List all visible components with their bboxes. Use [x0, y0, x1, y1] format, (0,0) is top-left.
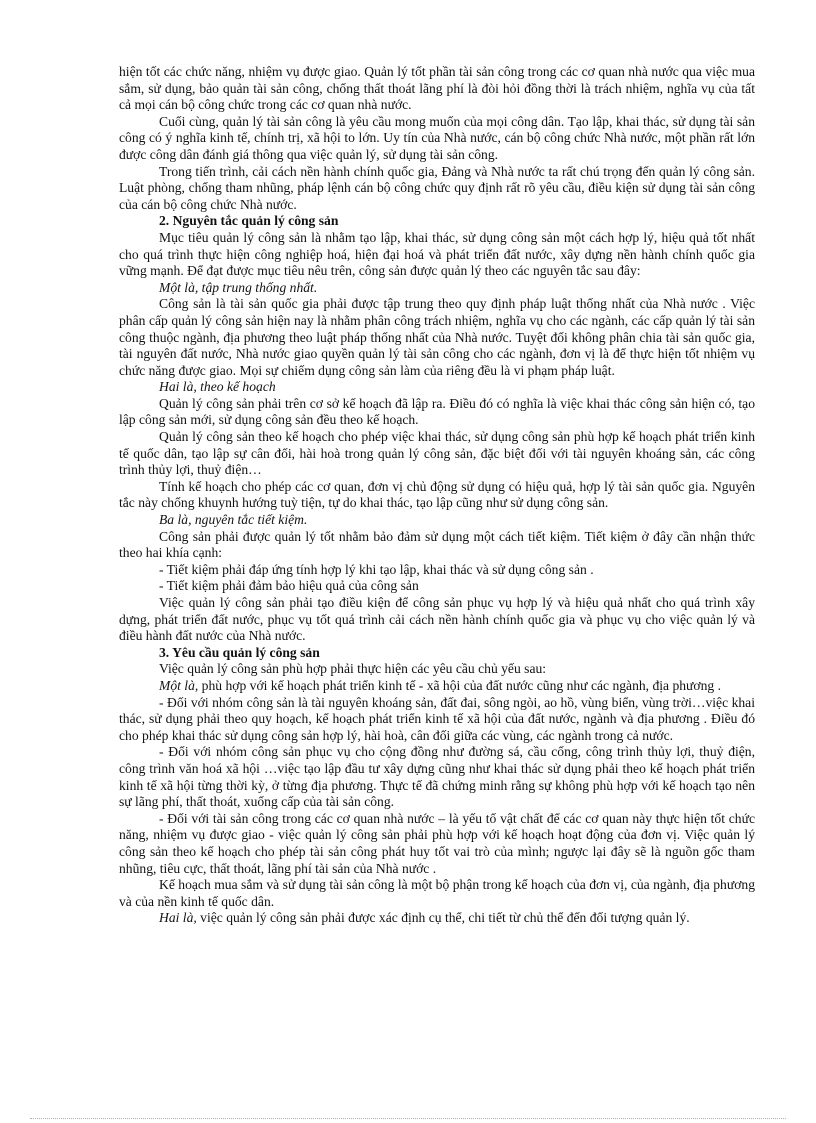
bullet-resources: - Đối với nhóm công sản là tài nguyên khoáng sản, đất đai, sông ngòi, ao hồ, vùng biển, vùng trời…việc khai thác, sử dụng phải theo quy hoạch, kế hoạch phát triển kinh tế xã hội của đất nước, ngành và địa phương . Điều đó cho phép khai thác sử dụng công sản hợp lý, hài hoà, cân đối giữa các vùng, các ngành trong cả nước.	[119, 694, 755, 743]
paragraph-requirements-intro: Việc quản lý công sản phù hợp phải thực hiện các yêu cầu chủ yếu sau:	[159, 661, 547, 677]
paragraph-procurement-plan: Kế hoạch mua sắm và sử dụng tài sản công là một bộ phận trong kế hoạch của đơn vị, của ngành, địa phương và của nền kinh tế quốc dân.	[119, 877, 755, 909]
subheading-principle-2: Hai là, theo kế hoạch	[159, 379, 276, 395]
subheading-principle-3: Ba là, nguyên tắc tiết kiệm.	[159, 512, 308, 528]
paragraph-requirement-2	[119, 910, 755, 927]
document-page	[119, 64, 755, 927]
paragraph-planned-3: Tính kế hoạch cho phép các cơ quan, đơn vị chủ động sử dụng có hiệu quả, hợp lý tài sản quốc gia. Nguyên tắc này chống khuynh hướng tuỳ tiện, tự do khai thác, tạo lập cũng như sử dụng công sản.	[119, 478, 755, 511]
lead-label: Một là,	[159, 677, 199, 693]
section-heading-principles: 2. Nguyên tắc quản lý công sản	[159, 213, 339, 229]
paragraph-planned-2: Quản lý công sản theo kế hoạch cho phép việc khai thác, sử dụng công sản phù hợp kế hoạch phát triển kinh tế quốc dân, tạo lập sự cân đối, hài hoà trong quản lý công sản, đặc biệt đối với tài nguyên khoáng sản, các công trình thủy lợi, thuỷ điện…	[119, 429, 755, 478]
bullet-community: - Đối với nhóm công sản phục vụ cho cộng đồng như đường sá, cầu cống, công trình thủy lợi, thuỷ điện, công trình văn hoá xã hội …việc tạo lập đầu tư xây dựng cũng như khai thác sử dụng phải theo kế hoạch phát triển kinh tế xã hội từng thời kỳ, ở từng địa phương. Thực tế đã chứng minh rằng sự không phù hợp với kế hoạch tạo nên sự lãng phí, thất thoát, xuống cấp của tài sản công.	[119, 744, 755, 810]
paragraph-planned-1: Quản lý công sản phải trên cơ sở kế hoạch đã lập ra. Điều đó có nghĩa là việc khai thác công sản hiện có, tạo lập công sản mới, sử dụng công sản đều theo kế hoạch.	[119, 395, 755, 428]
bullet-saving-1: - Tiết kiệm phải đáp ứng tính hợp lý khi tạo lập, khai thác và sử dụng công sản .	[159, 561, 594, 577]
paragraph-centralized: Công sản là tài sản quốc gia phải được tập trung theo quy định pháp luật thống nhất của Nhà nước . Việc phân cấp quản lý công sản hiện nay là nhằm phân công trách nhiệm, nghĩa vụ cho các ngành, các cấp quản lý tài sản công thuộc ngành, địa phương theo luật pháp thống nhất của Nhà nước. Tuyệt đối không phân chia tài sản quốc gia, tài nguyên đất nước, Nhà nước giao quyền quản lý tài sản công cho các ngành, đơn vị là để thực hiện tốt nhiệm vụ chức năng được giao. Mọi sự chiếm dụng công sản làm của riêng đều là vi phạm pháp luật.	[119, 296, 755, 378]
lead-text: việc quản lý công sản phải được xác định cụ thể, chi tiết từ chủ thể đến đối tượng quản lý.	[196, 910, 690, 926]
paragraph-requirement-1	[119, 678, 755, 695]
lead-label: Hai là,	[159, 910, 197, 926]
lead-text: phù hợp với kế hoạch phát triển kinh tế - xã hội của đất nước cũng như các ngành, địa phương .	[198, 677, 722, 693]
bullet-state-agencies: - Đối với tài sản công trong các cơ quan nhà nước – là yếu tố vật chất để các cơ quan này thực hiện tốt chức năng, nhiệm vụ được giao - việc quản lý công sản phải phù hợp với kế hoạch hoạt động của đơn vị. Việc quản lý công sản theo kế hoạch cho phép tài sản công phát huy tốt vai trò của mình; ngược lại đây sẽ là nguồn gốc tham nhũng, tiêu cực, thất thoát, lãng phí tài sản của Nhà nước .	[119, 810, 755, 876]
paragraph-principles-goal: Mục tiêu quản lý công sản là nhằm tạo lập, khai thác, sử dụng công sản một cách hợp lý, hiệu quả tốt nhất cho quá trình thực hiện công nghiệp hoá, hiện đại hoá và phát triển đất nước, xây dựng nền hành chính quốc gia vững mạnh. Để đạt được mục tiêu nêu trên, công sản được quản lý theo các nguyên tắc sau đây:	[119, 229, 755, 279]
paragraph-saving: Công sản phải được quản lý tốt nhằm bảo đảm sử dụng một cách tiết kiệm. Tiết kiệm ở đây cần nhận thức theo hai khía cạnh:	[119, 528, 755, 561]
bullet-saving-2: - Tiết kiệm phải đảm bảo hiệu quả của công sản	[159, 578, 419, 594]
paragraph-saving-conclusion: Việc quản lý công sản phải tạo điều kiện để công sản phục vụ hợp lý và hiệu quả nhất cho quá trình xây dựng, phát triển đất nước, phục vụ tốt quá trình cải cách nền hành chính quốc gia và phục vụ cho việc quản lý và điều hành đất nước của Nhà nước.	[119, 595, 755, 644]
paragraph-admin-reform: Trong tiến trình, cải cách nền hành chính quốc gia, Đảng và Nhà nước ta rất chú trọng đến quản lý công sản. Luật phòng, chống tham nhũng, pháp lệnh cán bộ công chức quy định rất rõ yêu cầu, điều kiện sử dụng tài sản công của cán bộ công chức Nhà nước.	[119, 163, 755, 212]
subheading-principle-1: Một là, tập trung thống nhất.	[159, 279, 318, 295]
paragraph-continuation: hiện tốt các chức năng, nhiệm vụ được giao. Quản lý tốt phần tài sản công trong các cơ quan nhà nước qua việc mua sắm, sử dụng, bảo quản tài sản công, chống thất thoát lãng phí là đòi hỏi đồng thời là trách nhiệm, nghĩa vụ của tất cả mọi cán bộ công chức trong các cơ quan nhà nước.	[119, 64, 755, 113]
page-bottom-rule	[30, 1118, 786, 1119]
section-heading-requirements: 3. Yêu cầu quản lý công sản	[159, 644, 320, 660]
paragraph-public-demand: Cuối cùng, quản lý tài sản công là yêu cầu mong muốn của mọi công dân. Tạo lập, khai thác, sử dụng tài sản công có ý nghĩa kinh tế, chính trị, xã hội to lớn. Uy tín của Nhà nước, cán bộ công chức Nhà nước, một phần rất lớn được công dân đánh giá thông qua việc quản lý, sử dụng tài sản công.	[119, 113, 755, 162]
